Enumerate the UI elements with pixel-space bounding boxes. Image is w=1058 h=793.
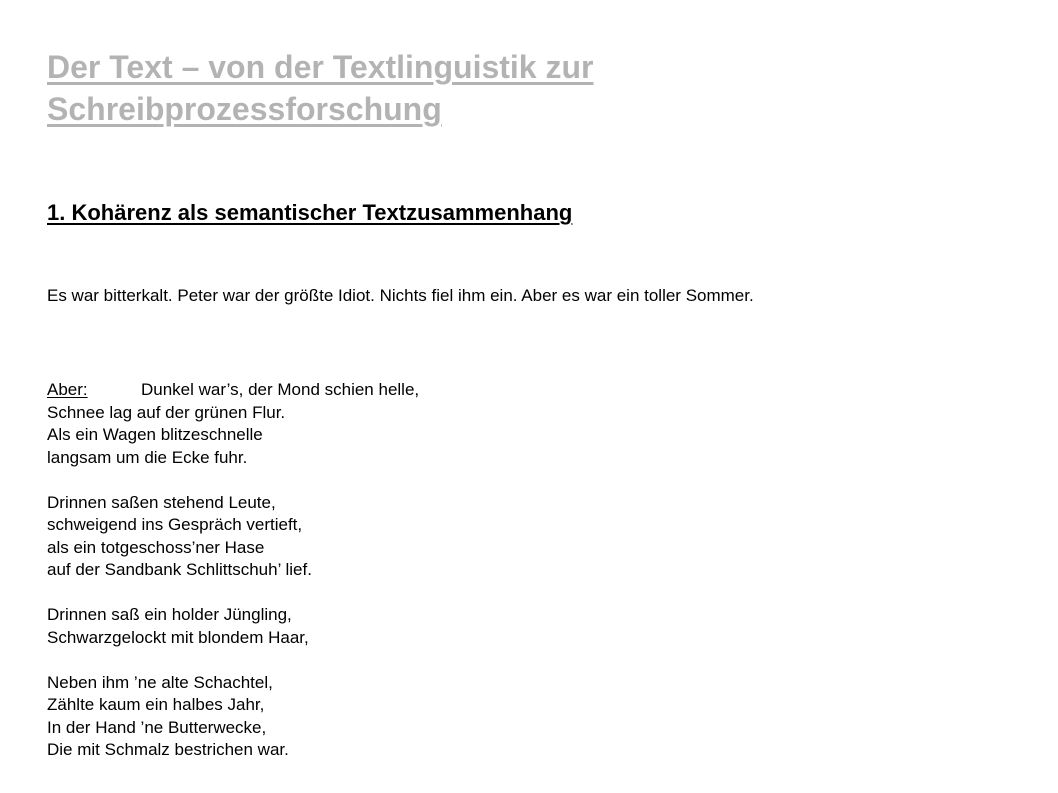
- poem-line: Neben ihm ’ne alte Schachtel,: [47, 672, 273, 692]
- stanza-gap: [47, 582, 419, 605]
- slide-title-line-1: Der Text – von der Textlinguistik zur: [47, 49, 594, 85]
- poem-line-text: Dunkel war’s, der Mond schien helle,: [141, 380, 420, 399]
- poem-line: Als ein Wagen blitzeschnelle: [47, 425, 263, 444]
- poem-line: Die mit Schmalz bestrichen war.: [47, 740, 289, 759]
- slide-title-line-2: Schreibprozessforschung: [47, 91, 442, 127]
- poem-line: Schwarzgelockt mit blondem Haar,: [47, 627, 309, 647]
- poem-line: Drinnen saßen stehend Leute,: [47, 492, 276, 512]
- poem-line: auf der Sandbank Schlittschuh’ lief.: [47, 560, 312, 579]
- poem-line: [47, 379, 419, 402]
- stanza-gap: [47, 469, 419, 492]
- poem-line: langsam um die Ecke fuhr.: [47, 447, 248, 467]
- poem: [47, 379, 419, 762]
- poem-line: als ein totgeschoss’ner Hase: [47, 537, 265, 557]
- poem-line: Drinnen saß ein holder Jüngling,: [47, 605, 292, 624]
- example-sentence: Es war bitterkalt. Peter war der größte Idiot. Nichts fiel ihm ein. Aber es war ein toller Sommer.: [47, 286, 754, 305]
- slide-title: [47, 46, 1007, 130]
- section-heading: 1. Kohärenz als semantischer Textzusammenhang: [47, 200, 573, 225]
- aber-label: Aber:: [47, 380, 88, 399]
- poem-line: Schnee lag auf der grünen Flur.: [47, 402, 286, 422]
- stanza-gap: [47, 649, 419, 672]
- poem-line: schweigend ins Gespräch vertieft,: [47, 515, 303, 534]
- poem-line: In der Hand ’ne Butterwecke,: [47, 717, 267, 737]
- poem-line: Zählte kaum ein halbes Jahr,: [47, 695, 265, 714]
